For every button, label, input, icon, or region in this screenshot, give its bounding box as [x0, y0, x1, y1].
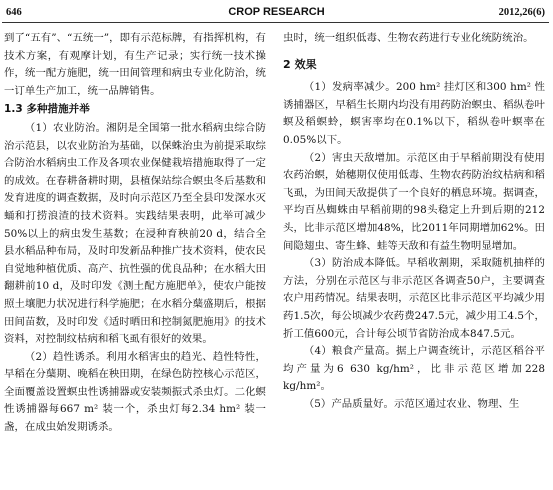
- section-heading-2: 2 效果: [283, 57, 317, 71]
- paragraph-incidence: （1）发病率减少。200 hm² 挂灯区和300 hm² 性诱捕器区，早稻生长期内均没有用药防治螟虫、稻纵卷叶螟及稻螟蛉，螟害率均在0.1%以下，稻纵卷叶螟率在0.05%以下。: [283, 81, 545, 146]
- paragraph-agricultural-control: （1）农业防治。湘阴是全国第一批水稻病虫综合防治示范县，以农业防治为基础，以保蛛治虫为前提采取综合防治水稻病虫工作及各项农业保健栽培措施取得了一定的成效。在春耕备耕时期，县植保站综合螟虫冬后基数和发育进度的调查数据，及时向示范区乃至全县印发深水灭蛹和打捞浪渣的技术资料。实践结果表明，此举可减少50%以上的病虫发生基数；在浸种育秧前20 d，结合全县水稻品种布局，及时印发新品种推广技术资料，使农民自觉地种植优质、高产、抗性强的优良品种；在水稻大田翻耕前10 d，及时印发《测土配方施肥单》，使农户能按照土壤肥力状况进行科学施肥；在水稻分蘖盛期后，根据田间苗数，及时印发《适时晒田和控制氮肥施用》的技术资料，对控制纹枯病和稻飞虱有很好的效果。: [4, 121, 266, 346]
- page-number: 646: [6, 7, 22, 18]
- issue-info: 2012,26(6): [498, 7, 545, 18]
- continued-paragraph: 到了“五有”、“五统一”，即有示范标牌，有指挥机构，有技术方案，有观摩计划，有生产记录；实行统一技术操作，统一配方施肥，统一田间管理和病虫专业化防治，统一订单生产加工，统一品牌销售。: [4, 32, 266, 97]
- page-header: [4, 4, 549, 22]
- paragraph-cost: （3）防治成本降低。早稻收割期，采取随机抽样的方法，分别在示范区与非示范区各调查50户，主要调查农户用药情况。结果表明，示范区比非示范区平均减少用药1.5次，每公顷减少农药费247.5元，减少用工4.5个，折工值600元，合计每公顷节省防治成本847.5元。: [283, 257, 545, 340]
- journal-title: CROP RESEARCH: [228, 6, 325, 18]
- section-heading-1-3: 1.3 多种措施并举: [4, 103, 90, 116]
- paragraph-trapping: （2）趋性诱杀。利用水稻害虫的趋光、趋性特性，早稻在分蘖期、晚稻在秧田期，在绿色防控核心示范区，全面覆盖设置螟虫性诱捕器或安装频振式杀虫灯。二化螟性诱捕器每667 m² 装一个，杀虫灯每2.34 hm² 装一盏，在成虫始发期诱杀。: [4, 350, 266, 434]
- left-column: [4, 30, 266, 437]
- paragraph-natural-enemies: （2）害虫天敌增加。示范区由于早稻前期没有使用农药治螟，始穗期仅使用低毒、生物农药防治纹枯病和稻飞虱，为田间天敌提供了一个良好的栖息环境。据调查，平均百丛蜘蛛由早稻前期的98头稳定上升到后期的212头，比非示范区增加48%，比2011年同期增加62%。田间隐翅虫、寄生蜂、蛙等天敌和有益生物明显增加。: [283, 151, 545, 252]
- header-rule: [2, 22, 549, 23]
- paragraph-yield: （4）粮食产量高。据上户调查统计，示范区稻谷平均产量为6 630 kg/hm²，比非示范区增加228 kg/hm²。: [283, 345, 545, 393]
- continued-paragraph: 虫时，统一组织低毒、生物农药进行专业化统防统治。: [283, 32, 534, 44]
- paragraph-quality: （5）产品质量好。示范区通过农业、物理、生: [303, 397, 520, 410]
- right-column: [283, 30, 545, 413]
